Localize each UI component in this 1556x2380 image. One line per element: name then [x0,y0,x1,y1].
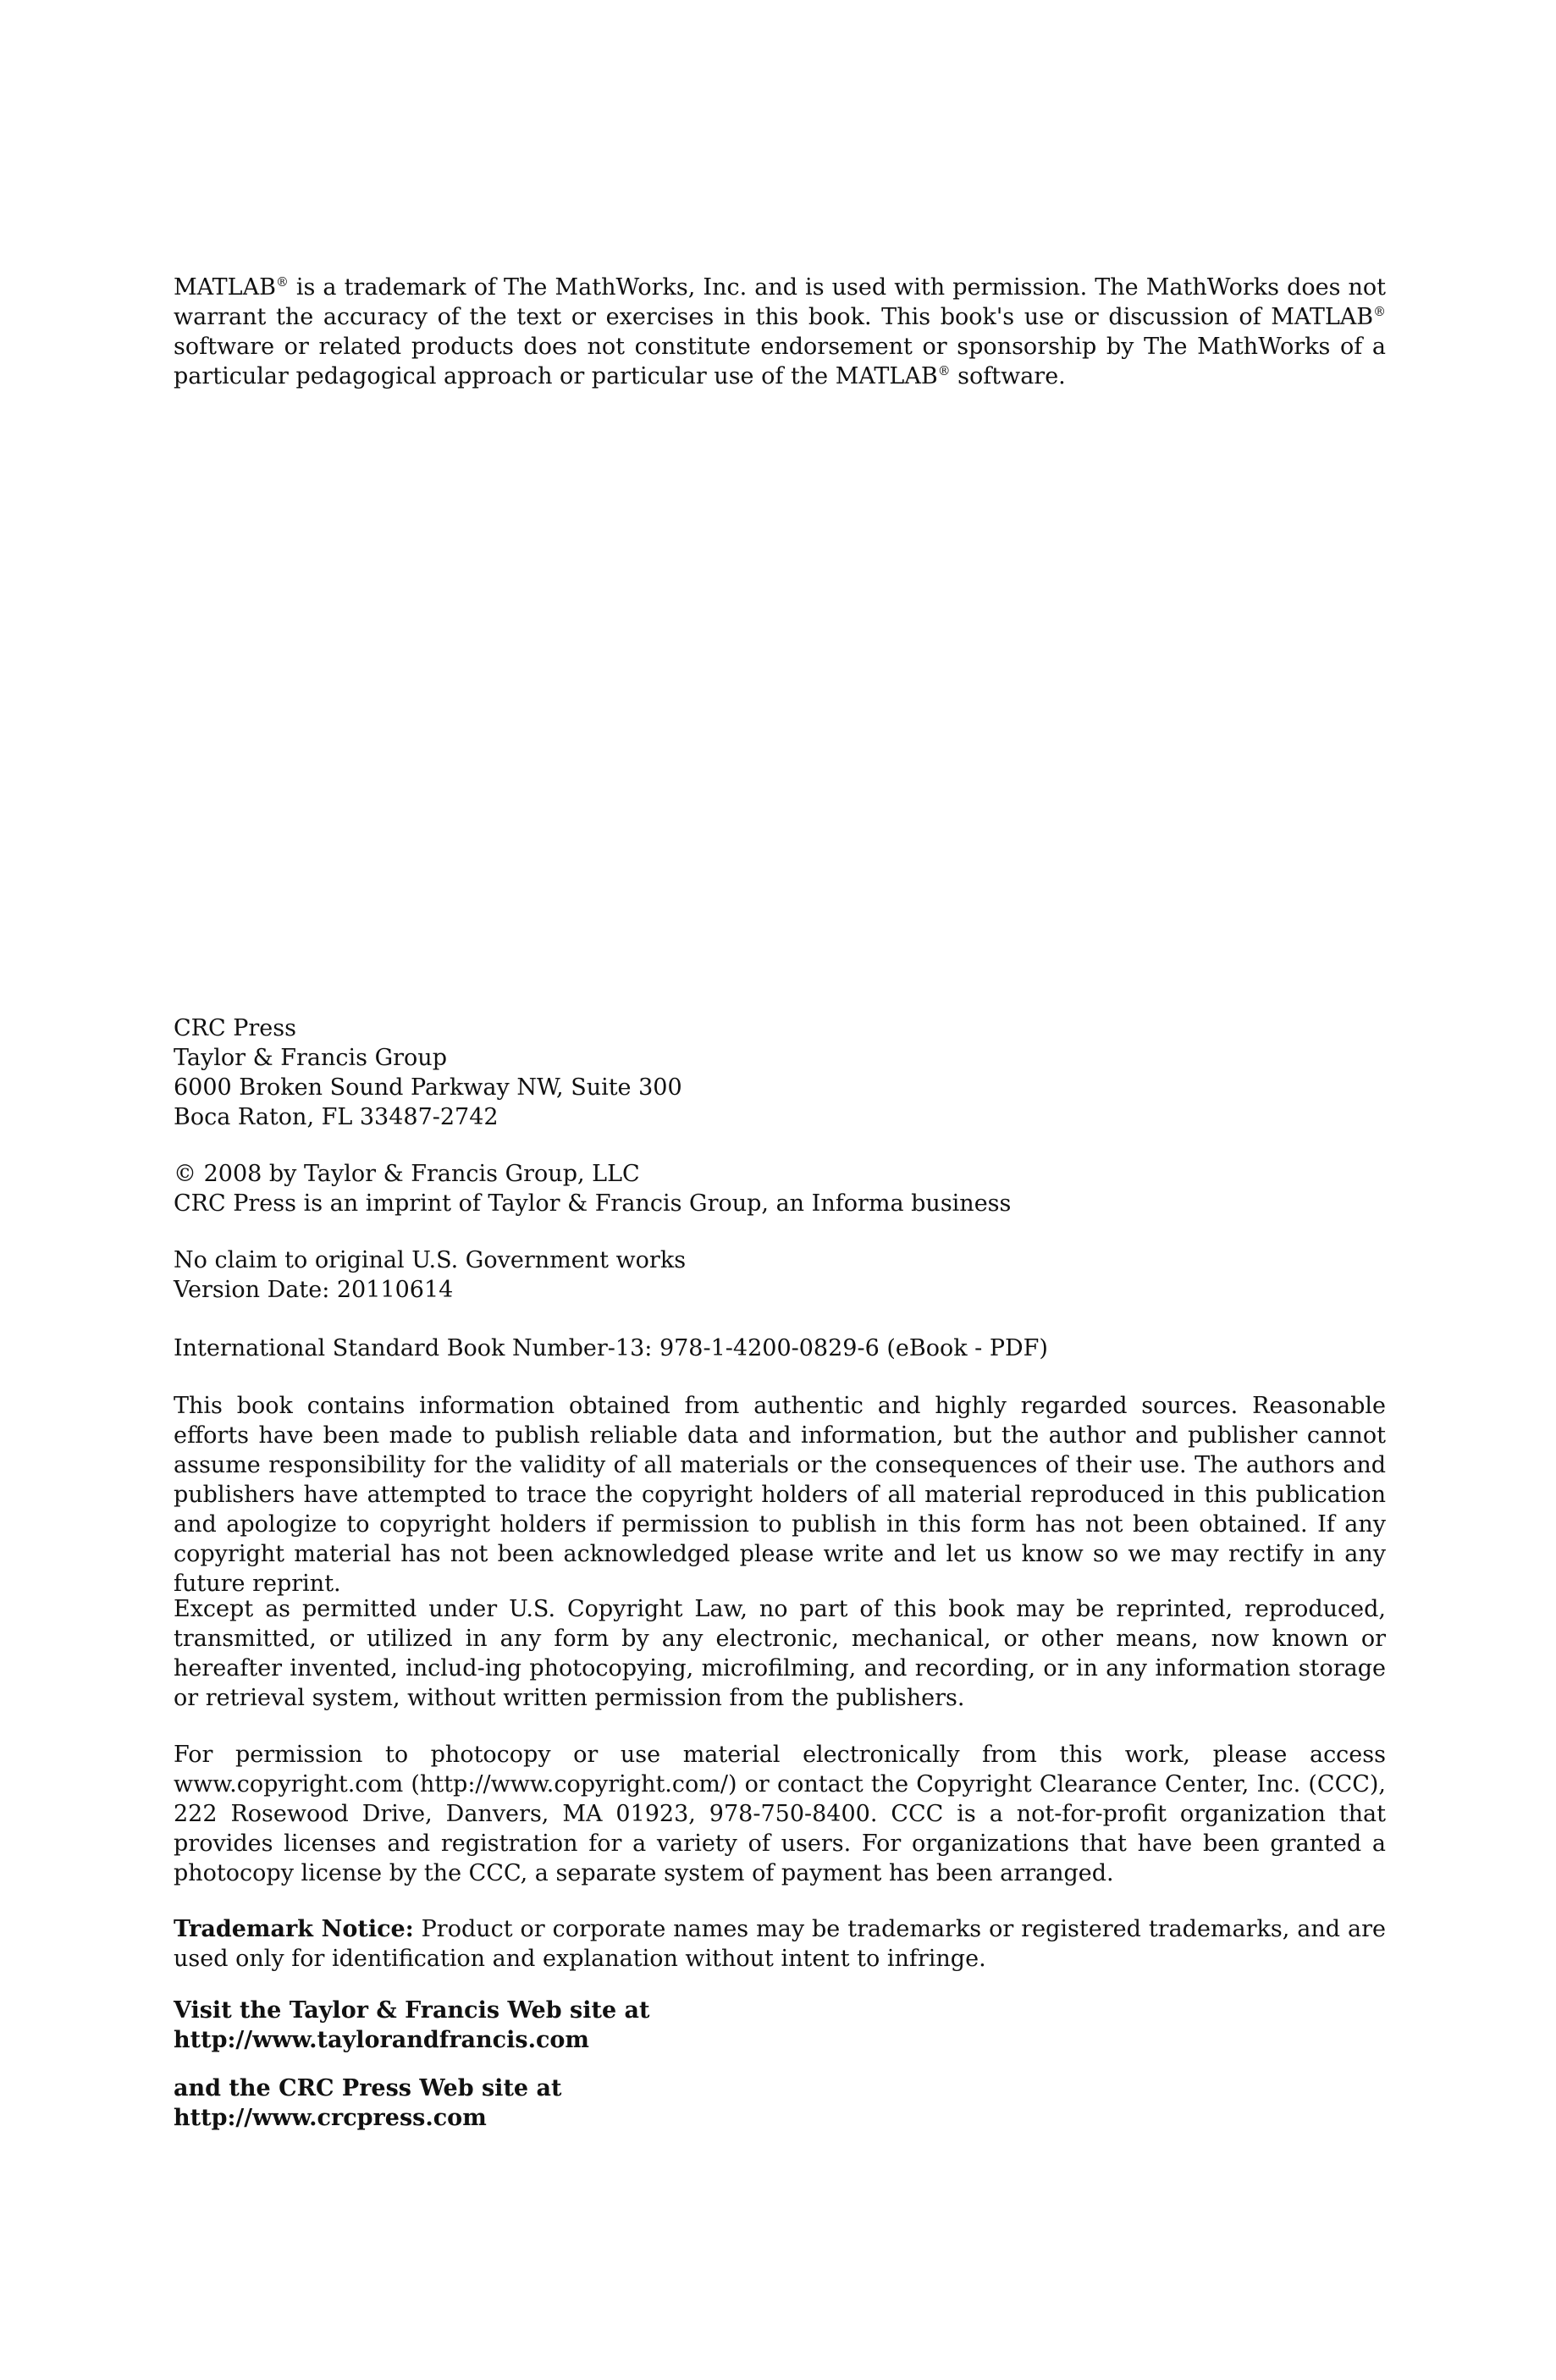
tf-website-url[interactable]: http://www.taylorandfrancis.com [174,2027,589,2053]
matlab-notice-part2: is a trademark of The MathWorks, Inc. and is used with permission. The MathWorks does not warrant the accuracy of the text or exercises in this book. This book's use or discussion of MATLAB [174,274,1386,330]
copyright-line: © 2008 by Taylor & Francis Group, LLC [174,1161,640,1187]
matlab-notice-part4: software. [950,363,1066,389]
crc-website-url[interactable]: http://www.crcpress.com [174,2105,487,2131]
crc-press-website [174,2074,1386,2133]
copyright-law-paragraph: Except as permitted under U.S. Copyright Law, no part of this book may be reprinted, reproduced, transmitted, or utilized in any form by any electronic, mechanical, or other means, now known or hereafter invented, includ-ing photocopying, microfilming, and recording, or in any information storage or retrieval system, without written permission from the publishers. [174,1596,1386,1711]
address-line: CRC Press [174,1015,296,1041]
trademark-notice [174,1914,1386,1974]
matlab-trademark-notice [174,273,1386,391]
permissions-paragraph: For permission to photocopy or use material electronically from this work, please access www.copyright.com (http://www.copyright.com/) or contact the Copyright Clearance Center, Inc. (CCC), 222 Rosewood Drive, Danvers, MA 01923, 978-750-8400. CCC is a not-for-profit organization that provides licenses and registration for a variety of users. For organizations that have been granted a photocopy license by the CCC, a separate system of payment has been arranged. [174,1742,1386,1886]
trademark-notice-text: Product or corporate names may be trademarks or registered trademarks, and are used only for identification and explanation without intent to infringe. [174,1916,1386,1972]
isbn-info [174,1334,1386,1363]
copyright-statement [174,1159,1386,1218]
disclaimer-paragraph: This book contains information obtained from authentic and highly regarded sources. Reasonable efforts have been made to publish reliable data and information, but the author and publisher cannot assume responsibility for the validity of all materials or the consequences of their use. The authors and publishers have attempted to trace the copyright holders of all material reproduced in this publication and apologize to copyright holders if permission to publish in this form has not been obtained. If any copyright material has not been acknowledged please write and let us know so we may rectify in any future reprint. [174,1393,1386,1597]
taylor-francis-website [174,1996,1386,2055]
government-works-line: No claim to original U.S. Government works [174,1247,687,1273]
registered-mark: ® [937,363,951,378]
publisher-address [174,1013,1386,1132]
matlab-notice-part1: MATLAB [174,274,276,301]
version-info [174,1245,1386,1305]
imprint-line: CRC Press is an imprint of Taylor & Francis Group, an Informa business [174,1190,1012,1217]
registered-mark: ® [275,274,289,290]
trademark-notice-label: Trademark Notice: [174,1916,414,1942]
matlab-notice-part3: software or related products does not constitute endorsement or sponsorship by The MathWorks of a particular pedagogical approach or particular use of the MATLAB [174,334,1386,389]
registered-mark: ® [1373,304,1386,319]
address-line: Taylor & Francis Group [174,1045,447,1071]
address-line: Boca Raton, FL 33487-2742 [174,1104,499,1130]
crc-website-heading: and the CRC Press Web site at [174,2075,562,2101]
tf-website-heading: Visit the Taylor & Francis Web site at [174,1997,650,2024]
isbn-line: International Standard Book Number-13: 978-1-4200-0829-6 (eBook - PDF) [174,1335,1048,1361]
address-line: 6000 Broken Sound Parkway NW, Suite 300 [174,1074,682,1101]
version-date-line: Version Date: 20110614 [174,1277,454,1303]
